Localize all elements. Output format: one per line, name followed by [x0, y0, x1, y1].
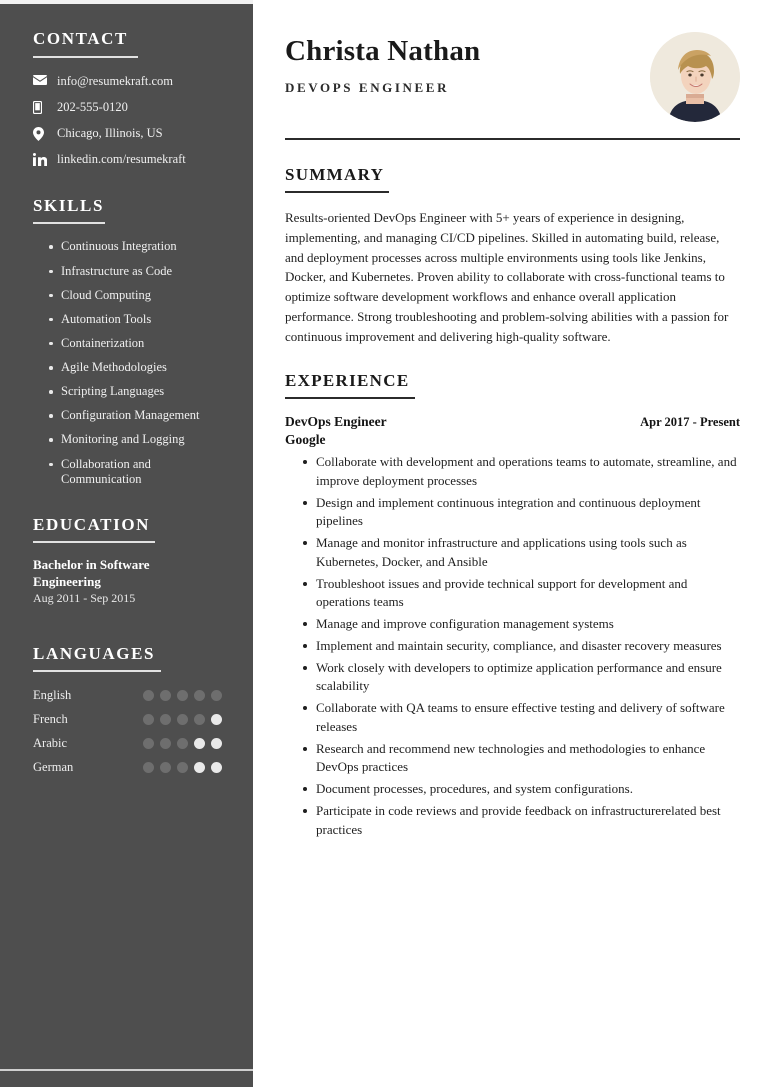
language-level-dots — [143, 738, 222, 749]
language-level-dots — [143, 762, 222, 773]
job-bullet: Troubleshoot issues and provide technical support for development and operations teams — [303, 575, 740, 612]
job-bullet: Work closely with developers to optimize application performance and ensure scalability — [303, 659, 740, 696]
language-level-dots — [143, 690, 222, 701]
contact-location-text: Chicago, Illinois, US — [57, 125, 163, 140]
language-name: French — [33, 712, 68, 727]
education-heading-rule — [33, 541, 155, 543]
language-level-dots — [143, 714, 222, 725]
summary-heading-rule — [285, 191, 389, 193]
skill-item: Containerization — [49, 336, 227, 352]
skills-heading-rule — [33, 222, 105, 224]
summary-heading: SUMMARY — [285, 165, 385, 184]
job-bullet: Manage and monitor infrastructure and applications using tools such as Kubernetes, Docker, and Ansible — [303, 534, 740, 571]
skill-item: Collaboration and Communication — [49, 457, 227, 488]
contact-item-phone[interactable] — [33, 100, 227, 115]
contact-phone-text: 202-555-0120 — [57, 99, 128, 114]
level-dot-filled — [177, 714, 188, 725]
language-name: Arabic — [33, 736, 68, 751]
level-dot-filled — [177, 690, 188, 701]
candidate-role: DEVOPS ENGINEER — [285, 79, 450, 95]
level-dot-filled — [194, 714, 205, 725]
sidebar-section-languages — [33, 645, 227, 776]
experience-heading-rule — [285, 397, 415, 399]
level-dot-filled — [177, 738, 188, 749]
level-dot-filled — [194, 690, 205, 701]
level-dot-filled — [211, 690, 222, 701]
main-column — [253, 0, 768, 1087]
contact-item-email[interactable] — [33, 74, 227, 89]
contact-heading-rule — [33, 56, 138, 58]
mobile-phone-icon — [33, 101, 52, 114]
language-item — [33, 688, 227, 703]
resume-header — [285, 30, 740, 122]
language-item — [33, 760, 227, 775]
contact-email-text: info@resumekraft.com — [57, 73, 173, 88]
level-dot-empty — [194, 762, 205, 773]
level-dot-empty — [211, 762, 222, 773]
top-edge-strip — [0, 0, 253, 4]
job-bullet: Document processes, procedures, and system configurations. — [303, 780, 740, 798]
skill-item: Cloud Computing — [49, 288, 227, 304]
level-dot-filled — [160, 690, 171, 701]
skill-item: Monitoring and Logging — [49, 432, 227, 448]
sidebar — [0, 0, 253, 1087]
experience-entry — [285, 413, 740, 839]
job-bullet: Research and recommend new technologies and methodologies to enhance DevOps practices — [303, 740, 740, 777]
skill-item: Continuous Integration — [49, 239, 227, 255]
languages-list — [33, 688, 227, 775]
level-dot-filled — [143, 690, 154, 701]
header-divider — [285, 138, 740, 140]
job-bullet: Participate in code reviews and provide feedback on infrastructurerelated best practices — [303, 802, 740, 839]
education-heading: EDUCATION — [33, 514, 151, 534]
location-pin-icon — [33, 127, 52, 141]
experience-heading: EXPERIENCE — [285, 371, 410, 391]
header-text-block — [285, 30, 480, 95]
level-dot-filled — [143, 714, 154, 725]
job-responsibility-list — [285, 453, 740, 839]
summary-text: Results-oriented DevOps Engineer with 5+ years of experience in designing, implementing, and managing CI/CD pipelines. Skilled in automating build, release, and deployment processes across multiple environments using tools like Jenkins, Docker, and Kubernetes. Proven ability to collaborate with cross-functional teams to optimize software development workflows and enhance overall application performance. Strong troubleshooting and problem-solving abilities with a passion for continuous improvement and delivering high-quality software. — [285, 210, 729, 344]
contact-list — [33, 74, 227, 167]
level-dot-filled — [160, 738, 171, 749]
sidebar-section-contact — [33, 30, 227, 167]
level-dot-empty — [211, 714, 222, 725]
job-bullet: Manage and improve configuration management systems — [303, 615, 740, 633]
contact-linkedin-text: linkedin.com/resumekraft — [57, 151, 186, 166]
job-date-range: Apr 2017 - Present — [640, 415, 740, 430]
job-bullet: Collaborate with QA teams to ensure effective testing and delivery of software releases — [303, 699, 740, 736]
section-experience — [285, 372, 740, 839]
job-bullet: Design and implement continuous integration and continuous deployment pipelines — [303, 494, 740, 531]
job-title: DevOps Engineer — [285, 414, 387, 430]
contact-item-linkedin[interactable] — [33, 152, 227, 167]
skills-heading: SKILLS — [33, 195, 105, 215]
job-bullet: Implement and maintain security, compliance, and disaster recovery measures — [303, 637, 740, 655]
level-dot-empty — [211, 738, 222, 749]
skill-item: Automation Tools — [49, 312, 227, 328]
language-name: English — [33, 688, 72, 703]
level-dot-empty — [194, 738, 205, 749]
profile-photo — [650, 32, 740, 122]
page-break-divider — [0, 1069, 253, 1071]
level-dot-filled — [177, 762, 188, 773]
envelope-icon — [33, 75, 52, 85]
linkedin-icon — [33, 153, 52, 166]
languages-heading-rule — [33, 670, 161, 672]
skill-item: Scripting Languages — [49, 384, 227, 400]
language-item — [33, 712, 227, 727]
page-title: Christa Nathan — [285, 35, 481, 67]
job-company: Google — [285, 431, 326, 447]
education-degree: Bachelor in Software Engineering — [33, 557, 150, 589]
language-name: German — [33, 760, 74, 775]
job-bullet: Collaborate with development and operations teams to automate, streamline, and improve deployment processes — [303, 453, 740, 490]
level-dot-filled — [160, 762, 171, 773]
section-summary — [285, 166, 740, 346]
sidebar-section-skills — [33, 197, 227, 488]
skill-item: Agile Methodologies — [49, 360, 227, 376]
skills-list — [33, 239, 227, 487]
education-dates: Aug 2011 - Sep 2015 — [33, 590, 136, 605]
skill-item: Configuration Management — [49, 408, 227, 424]
contact-item-location[interactable] — [33, 126, 227, 141]
level-dot-filled — [143, 762, 154, 773]
profile-photo-illustration — [650, 32, 740, 122]
contact-heading: CONTACT — [33, 29, 128, 48]
sidebar-section-education — [33, 516, 227, 607]
language-item — [33, 736, 227, 751]
skill-item: Infrastructure as Code — [49, 264, 227, 280]
level-dot-filled — [160, 714, 171, 725]
level-dot-filled — [143, 738, 154, 749]
experience-entry-header — [285, 413, 740, 431]
languages-heading: LANGUAGES — [33, 643, 156, 663]
